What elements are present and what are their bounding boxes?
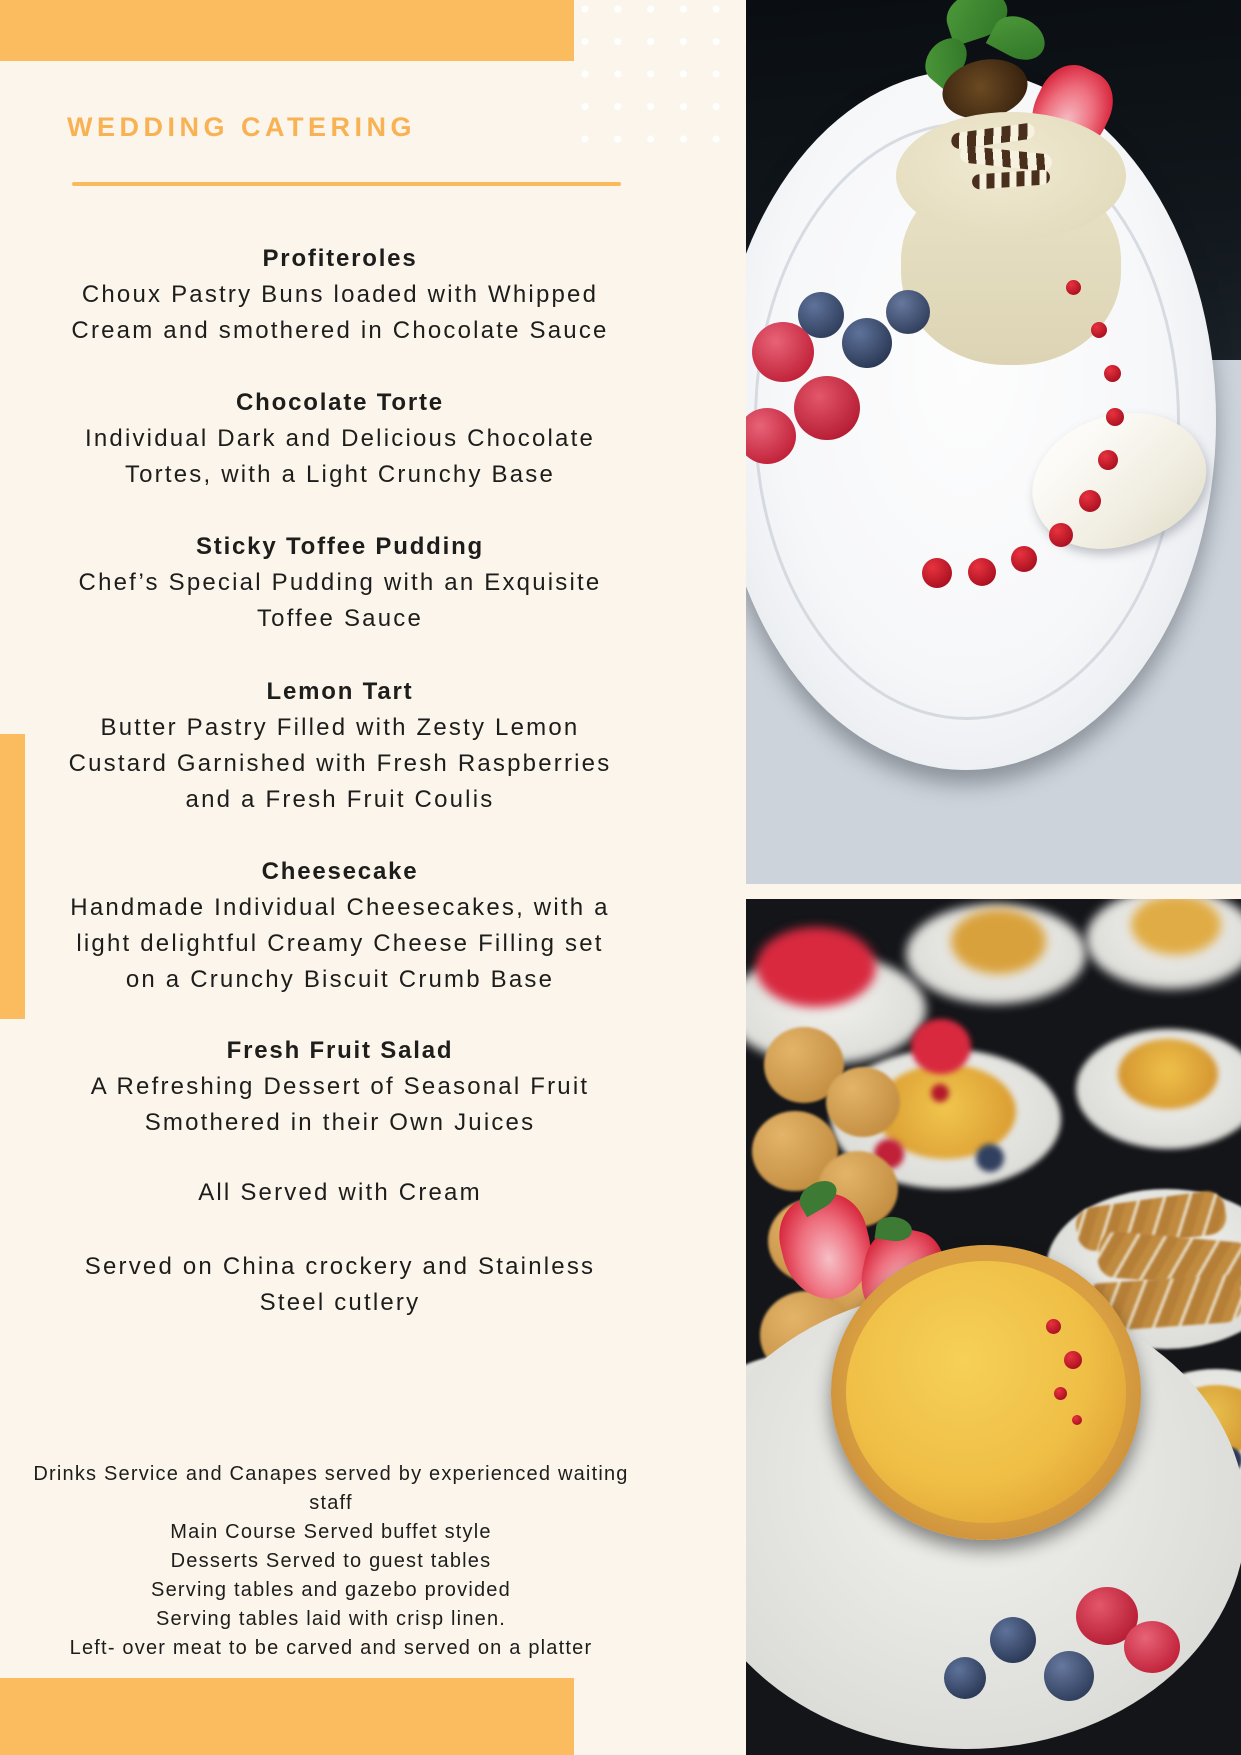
strawberry [911, 1019, 971, 1074]
dish-description-line: Smothered in their Own Juices [144, 1109, 536, 1136]
service-line: staff [309, 1492, 353, 1514]
blueberry [976, 1144, 1004, 1172]
menu-section-cheesecake [15, 854, 665, 998]
mini-tart [1118, 1039, 1218, 1109]
dish-description-line: on a Crunchy Biscuit Crumb Base [125, 966, 555, 993]
service-line: Serving tables laid with crisp linen. [155, 1608, 507, 1630]
page-title: WEDDING CATERING [67, 112, 416, 142]
service-line: Desserts Served to guest tables [170, 1550, 492, 1572]
dish-title: Chocolate Torte [236, 389, 444, 416]
profiterole [826, 1067, 900, 1137]
dish-title: Lemon Tart [266, 678, 414, 705]
coulis-dot [968, 558, 996, 586]
tart-red-dot [1072, 1415, 1082, 1425]
menu-section-sticky-toffee-pudding [15, 529, 665, 637]
note-line: Served on China crockery and Stainless [84, 1253, 596, 1280]
tart-red-dot [1046, 1319, 1061, 1334]
note-line: Steel cutlery [259, 1289, 421, 1316]
dish-description-line: Tortes, with a Light Crunchy Base [124, 461, 556, 488]
dish-description-line: Handmade Individual Cheesecakes, with a [70, 894, 610, 921]
dish-description-line: Cream and smothered in Chocolate Sauce [71, 317, 609, 344]
dish-title: Cheesecake [261, 858, 419, 885]
coulis-dot [922, 558, 952, 588]
blueberry [1044, 1651, 1094, 1701]
background-strawberry [756, 927, 876, 1007]
service-line: Drinks Service and Canapes served by experienced waiting [33, 1463, 629, 1485]
title-underline [72, 182, 621, 186]
raspberry [752, 322, 814, 382]
coulis-dot [1011, 546, 1037, 572]
coulis-dot [1098, 450, 1118, 470]
menu-section-chocolate-torte [15, 385, 665, 493]
raspberry [1124, 1621, 1180, 1673]
service-line: Left- over meat to be carved and served on a platter [69, 1637, 593, 1659]
coulis-dot [1104, 365, 1121, 382]
dessert-photo-bottom [746, 899, 1241, 1755]
dot-pattern [577, 0, 755, 152]
top-accent-bar [0, 0, 574, 61]
bottom-accent-bar [0, 1678, 574, 1755]
dish-description-line: Butter Pastry Filled with Zesty Lemon [100, 714, 580, 741]
tart-red-dot [1064, 1351, 1082, 1369]
tart-red-dot [931, 1084, 949, 1102]
coulis-dot [1079, 490, 1101, 512]
note-crockery [15, 1249, 665, 1321]
menu-section-fresh-fruit-salad [15, 1033, 665, 1141]
lemon-tart-filling [846, 1261, 1126, 1523]
menu-section-lemon-tart [15, 674, 665, 818]
blueberry [842, 318, 892, 368]
service-details [0, 1460, 662, 1663]
dish-description-line: Individual Dark and Delicious Chocolate [84, 425, 596, 452]
dish-description-line: A Refreshing Dessert of Seasonal Fruit [90, 1073, 590, 1100]
dish-description-line: Toffee Sauce [256, 605, 424, 632]
service-line: Serving tables and gazebo provided [151, 1579, 511, 1601]
blueberry [886, 290, 930, 334]
tart-red-dot [1054, 1387, 1067, 1400]
menu-section-profiteroles [15, 241, 665, 349]
dish-title: Sticky Toffee Pudding [195, 533, 485, 560]
blueberry [944, 1657, 986, 1699]
coulis-dot [1066, 280, 1081, 295]
coulis-dot [1091, 322, 1107, 338]
dish-description-line: and a Fresh Fruit Coulis [185, 786, 495, 813]
service-line: Main Course Served buffet style [170, 1521, 492, 1543]
background-dessert [951, 909, 1046, 974]
dish-description-line: Chef’s Special Pudding with an Exquisite [78, 569, 602, 596]
raspberry [794, 376, 860, 440]
note-served-with-cream: All Served with Cream [198, 1179, 482, 1206]
dessert-photo-top [746, 0, 1241, 884]
dish-description-line: Custard Garnished with Fresh Raspberries [68, 750, 612, 777]
blueberry [990, 1617, 1036, 1663]
dish-description-line: Choux Pastry Buns loaded with Whipped [81, 281, 599, 308]
dish-title: Fresh Fruit Salad [226, 1037, 454, 1064]
dish-title: Profiteroles [262, 245, 418, 272]
coulis-dot [1106, 408, 1124, 426]
dish-description-line: light delightful Creamy Cheese Filling set [76, 930, 604, 957]
coulis-dot [1049, 523, 1073, 547]
